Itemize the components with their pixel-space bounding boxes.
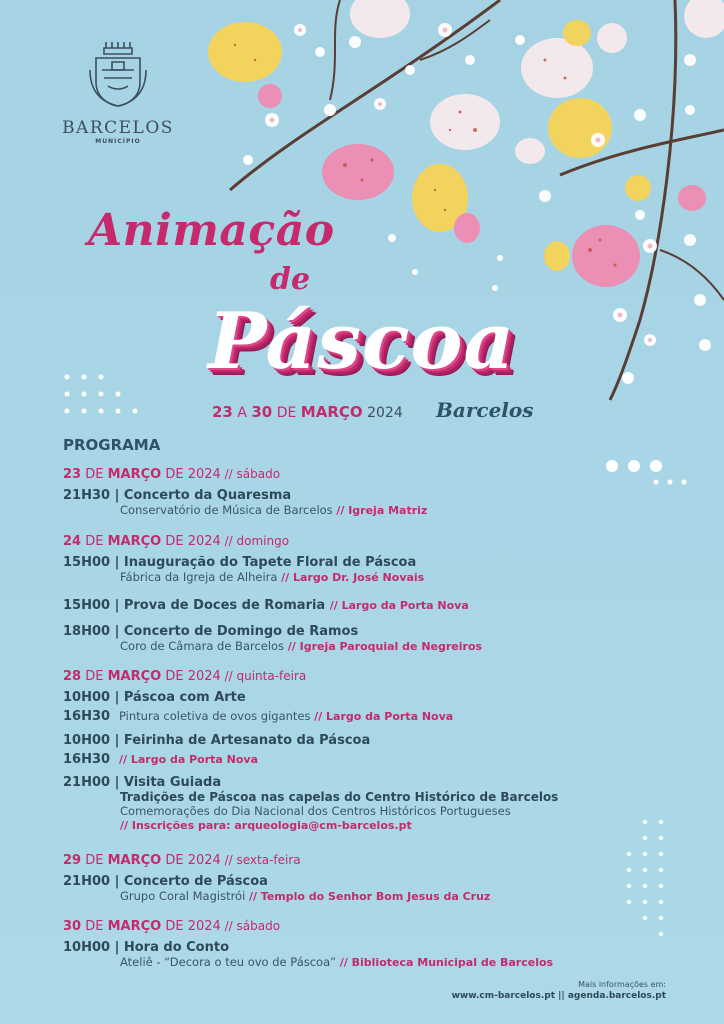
event-title: 10H00 | Feirinha de Artesanato da Páscoa xyxy=(63,733,371,748)
day-month: MARÇO xyxy=(107,534,162,549)
event-title: 21H30 | Concerto da Quaresma xyxy=(63,488,292,503)
event-location: // Largo da Porta Nova xyxy=(314,710,454,723)
event-subtitle: Conservatório de Música de Barcelos xyxy=(120,503,337,517)
event-title: 21H00 | Concerto de Páscoa xyxy=(63,874,268,889)
event-details xyxy=(120,503,663,517)
event-bold-subtitle: Tradições de Páscoa nas capelas do Centro Histórico de Barcelos xyxy=(120,790,559,804)
title-line-3: Páscoa xyxy=(208,296,516,387)
event-location: // Inscrições para: arqueologia@cm-barcelos.pt xyxy=(120,819,412,832)
event-item xyxy=(63,555,663,584)
day-de: DE xyxy=(81,669,108,684)
event-item xyxy=(63,874,663,903)
event-location: // Igreja Paroquial de Negreiros xyxy=(287,640,483,653)
day-header xyxy=(63,919,280,934)
day-month: MARÇO xyxy=(107,669,162,684)
event-time-end: 16H30 xyxy=(63,752,111,767)
footer-label: Mais informações em: xyxy=(578,980,666,989)
date-end: 30 xyxy=(251,403,273,421)
event-subtitle: Comemorações do Dia Nacional dos Centros Históricos Portugueses xyxy=(120,804,511,818)
day-year: DE 2024 xyxy=(161,467,221,482)
event-title: 15H00 | Prova de Doces de Romaria xyxy=(63,598,330,613)
title-line-1: Animação xyxy=(88,205,335,256)
day-weekday: // sábado xyxy=(220,467,281,481)
day-header xyxy=(63,467,280,482)
event-details xyxy=(120,955,663,969)
day-weekday: // sexta-feira xyxy=(220,853,301,867)
day-date: 24 xyxy=(63,534,82,549)
event-subtitle: Pintura coletiva de ovos gigantes xyxy=(119,709,315,723)
event-registration xyxy=(120,818,663,832)
date-de: DE xyxy=(276,405,297,421)
event-details xyxy=(63,598,663,613)
day-de: DE xyxy=(81,534,108,549)
event-location: // Largo da Porta Nova xyxy=(329,599,469,612)
event-dates xyxy=(212,403,403,421)
event-item xyxy=(63,624,663,653)
day-year: DE 2024 xyxy=(161,669,221,684)
title-line-2: de xyxy=(270,262,311,297)
logo-subtitle: MUNICÍPIO xyxy=(95,138,141,145)
event-time-end: 16H30 xyxy=(63,709,111,724)
event-subtitle: Fábrica da Igreja de Alheira xyxy=(120,570,282,584)
event-details xyxy=(63,705,663,724)
day-year: DE 2024 xyxy=(161,919,221,934)
city-name: Barcelos xyxy=(436,398,534,422)
date-month: MARÇO xyxy=(300,403,363,421)
day-year: DE 2024 xyxy=(161,534,221,549)
event-location: // Templo do Senhor Bom Jesus da Cruz xyxy=(248,890,491,903)
day-weekday: // sábado xyxy=(220,919,281,933)
municipality-logo xyxy=(58,40,178,145)
event-location: // Largo Dr. José Novais xyxy=(281,571,425,584)
event-item xyxy=(63,940,663,969)
coat-of-arms-icon xyxy=(86,40,150,112)
event-details xyxy=(63,748,663,767)
day-date: 29 xyxy=(63,853,82,868)
day-date: 23 xyxy=(63,467,82,482)
event-location: // Largo da Porta Nova xyxy=(119,753,259,766)
date-year: 2024 xyxy=(367,405,403,421)
day-weekday: // domingo xyxy=(220,534,290,548)
event-item xyxy=(63,690,663,724)
day-header xyxy=(63,534,289,549)
day-header xyxy=(63,669,306,684)
event-item xyxy=(63,598,663,613)
day-de: DE xyxy=(81,467,108,482)
day-month: MARÇO xyxy=(107,919,162,934)
event-title: 10H00 | Páscoa com Arte xyxy=(63,690,246,705)
event-item xyxy=(63,488,663,517)
logo-name: BARCELOS xyxy=(62,118,174,138)
day-date: 28 xyxy=(63,669,82,684)
day-header xyxy=(63,853,301,868)
date-a: A xyxy=(237,405,247,421)
day-weekday: // quinta-feira xyxy=(220,669,307,683)
event-item xyxy=(63,775,663,832)
day-de: DE xyxy=(81,853,108,868)
event-title: 18H00 | Concerto de Domingo de Ramos xyxy=(63,624,359,639)
day-month: MARÇO xyxy=(107,853,162,868)
event-subtitle: Grupo Coral Magistrói xyxy=(120,889,249,903)
event-title: 10H00 | Hora do Conto xyxy=(63,940,230,955)
event-details xyxy=(120,639,663,653)
date-start: 23 xyxy=(212,403,233,421)
event-title: 21H00 | Visita Guiada xyxy=(63,775,222,790)
day-year: DE 2024 xyxy=(161,853,221,868)
event-details xyxy=(120,889,663,903)
event-subtitle: Coro de Câmara de Barcelos xyxy=(120,639,288,653)
event-location: // Biblioteca Municipal de Barcelos xyxy=(339,956,554,969)
event-subtitle: Ateliê - “Decora o teu ovo de Páscoa” xyxy=(120,955,340,969)
day-de: DE xyxy=(81,919,108,934)
program-heading: PROGRAMA xyxy=(63,436,161,454)
event-item xyxy=(63,733,663,767)
day-month: MARÇO xyxy=(107,467,162,482)
event-location: // Igreja Matriz xyxy=(336,504,428,517)
event-title: 15H00 | Inauguração do Tapete Floral de Páscoa xyxy=(63,555,417,570)
event-details xyxy=(120,570,663,584)
footer-links[interactable]: www.cm-barcelos.pt || agenda.barcelos.pt xyxy=(451,991,666,1001)
day-date: 30 xyxy=(63,919,82,934)
